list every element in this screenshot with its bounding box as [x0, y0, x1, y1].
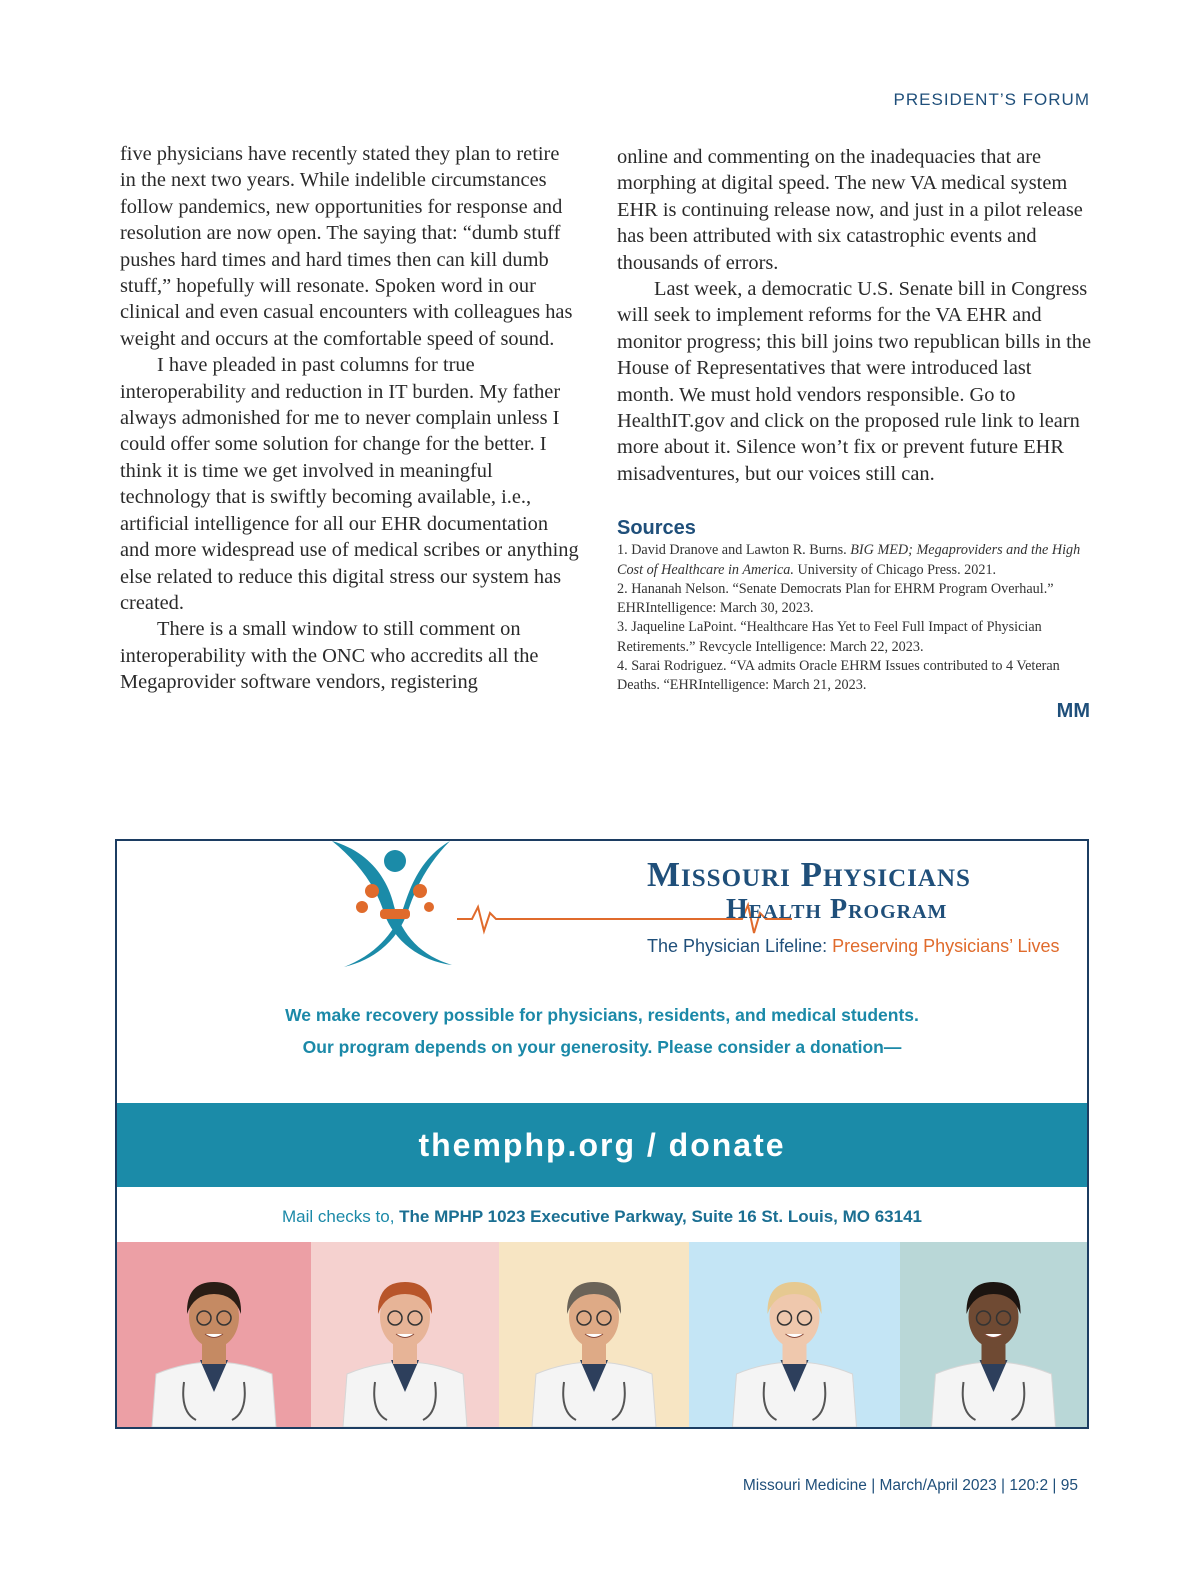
source-item: 1. David Dranove and Lawton R. Burns. BIG MED; Megaproviders and the High Cost of Healthcare in America. University of Chicago Press. 2021.: [617, 542, 1081, 578]
doctor-portrait-icon: [499, 1242, 689, 1427]
physician-photo: [311, 1242, 499, 1427]
doctor-portrait-icon: [117, 1242, 311, 1427]
ad-message-1: We make recovery possible for physicians, residents, and medical students.: [285, 1005, 919, 1025]
logo-tagline: The Physician Lifeline: Preserving Physicians’ Lives: [647, 936, 1060, 956]
doctor-portrait-icon: [900, 1242, 1087, 1427]
end-mark: MM: [1056, 700, 1090, 722]
paragraph: five physicians have recently stated they plan to retire in the next two years. While indelible circumstances follow pandemics, new opportunities for response and resolution are now open. The saying that: “dumb stuff pushes hard times and hard times then can kill dumb stuff,” hopefully will resonate. Spoken word in our clinical and even casual encounters with colleagues has weight and occurs at the comfortable speed of sound.: [120, 143, 573, 350]
physician-photos: [117, 1242, 1087, 1427]
paragraph: Last week, a democratic U.S. Senate bill in Congress will seek to implement reforms for the VA EHR and monitor progress; this bill joins two republican bills in the House of Representatives that were introduced last month. We must hold vendors responsible. Go to HealthIT.gov and click on the proposed rule link to learn more about it. Silence won’t fix or prevent future EHR misadventures, but our voices still can.: [617, 278, 1092, 485]
physician-photo: [900, 1242, 1087, 1427]
source-item: 3. Jaqueline LaPoint. “Healthcare Has Yet to Feel Full Impact of Physician Retirements.” Revcycle Intelligence: March 22, 2023.: [617, 619, 1042, 655]
ad-message-2: Our program depends on your generosity. Please consider a donation—: [302, 1037, 902, 1057]
mphp-advertisement: [115, 839, 1089, 1429]
donate-link[interactable]: themphp.org / donate: [117, 1103, 1087, 1187]
physician-photo: [689, 1242, 900, 1427]
sources-list: [617, 541, 1092, 695]
physician-photo: [499, 1242, 689, 1427]
logo-subtitle: Health Program: [726, 894, 948, 925]
doctor-portrait-icon: [689, 1242, 900, 1427]
sources-heading: Sources: [617, 517, 696, 540]
article-left-column: [120, 141, 580, 696]
source-item: 4. Sarai Rodriguez. “VA admits Oracle EHRM Issues contributed to 4 Veteran Deaths. “EHRIntelligence: March 21, 2023.: [617, 658, 1060, 694]
logo-title: Missouri Physicians: [647, 855, 971, 894]
page-footer: Missouri Medicine | March/April 2023 | 120:2 | 95: [742, 1477, 1078, 1494]
mail-address: Mail checks to, The MPHP 1023 Executive Parkway, Suite 16 St. Louis, MO 63141: [282, 1207, 922, 1226]
paragraph: online and commenting on the inadequacies that are morphing at digital speed. The new VA medical system EHR is continuing release now, and just in a pilot release has been attributed with six catastrophic events and thousands of errors.: [617, 146, 1083, 274]
article-right-column: [617, 144, 1092, 696]
paragraph: I have pleaded in past columns for true interoperability and reduction in IT burden. My father always admonished for me to never complain unless I could offer some solution for change for the better. I think it is time we get involved in meaningful technology that is swiftly becoming available, i.e., artificial intelligence for all our EHR documentation and more widespread use of medical scribes or anything else related to reduce this digital stress our system has created.: [120, 354, 579, 614]
section-label: PRESIDENT’S FORUM: [893, 90, 1090, 109]
doctor-portrait-icon: [311, 1242, 499, 1427]
source-item: 2. Hananah Nelson. “Senate Democrats Plan for EHRM Program Overhaul.” EHRIntelligence: March 30, 2023.: [617, 580, 1054, 617]
paragraph: There is a small window to still comment on interoperability with the ONC who accredits all the Megaprovider software vendors, registering: [120, 618, 539, 694]
physician-photo: [117, 1242, 311, 1427]
